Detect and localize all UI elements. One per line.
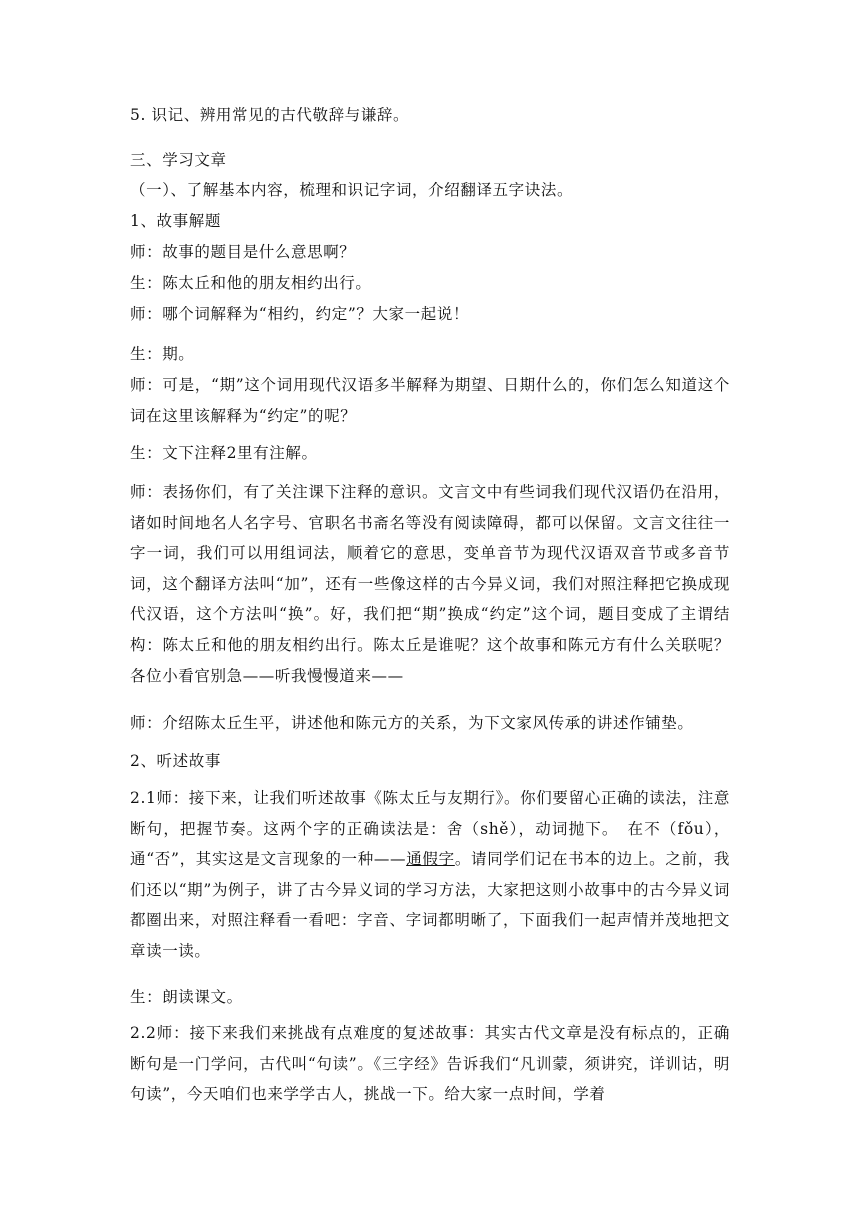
dialogue-student-2: 生：期。 (130, 345, 195, 363)
dialogue-teacher-5: 师：介绍陈太丘生平，讲述他和陈元方的关系，为下文家风传承的讲述作铺垫。 (130, 714, 694, 732)
step-heading-listen-story: 2、听述故事 (130, 752, 221, 770)
dialogue-student-3: 生：文下注释2里有注解。 (130, 444, 318, 462)
paragraph-text-before: 2.1师：接下来，让我们听述故事《陈太丘与友期行》。你们要留心正确的读法，注意断句，把握节奏。这两个字的正确读法是：舍（shě），动词抛下。 在不（fǒu），通“否”，其实这是文言现象的一种—— (130, 789, 730, 869)
underlined-term-tongjiazi: 通假字 (406, 850, 455, 869)
dialogue-student-4: 生：朗读课文。 (130, 988, 243, 1006)
dialogue-teacher-7: 2.2师：接下来我们来挑战有点难度的复述故事：其实古代文章是没有标点的，正确断句是一门学问，古代叫“句读”。《三字经》告诉我们“凡训蒙，须讲究，详训诂，明句读”，今天咱们也来学学古人，挑战一下。给大家一点时间，学着 (130, 1024, 730, 1104)
dialogue-student-1: 生：陈太丘和他的朋友相约出行。 (130, 274, 372, 292)
dialogue-teacher-6 (130, 783, 730, 967)
dialogue-teacher-4: 师：表扬你们，有了关注课下注释的意识。文言文中有些词我们现代汉语仍在沿用，诸如时间地名人名字号、官职名书斋名等没有阅读障碍，都可以保留。文言文往往一字一词，我们可以用组词法，顺着它的意思，变单音节为现代汉语双音节或多音节词，这个翻译方法叫“加”，还有一些像这样的古今异义词，我们对照注释把它换成现代汉语，这个方法叫“换”。好，我们把“期”换成“约定”这个词，题目变成了主谓结构：陈太丘和他的朋友相约出行。陈太丘是谁呢？这个故事和陈元方有什么关联呢？各位小看官别急——听我慢慢道来—— (130, 483, 730, 685)
paragraph-text-after: 。请同学们记在书本的边上。之前，我们还以“期”为例子，讲了古今异义词的学习方法，大家把这则小故事中的古今异义词都圈出来，对照注释看一看吧：字音、字词都明晰了，下面我们一起声情并茂地把文章读一读。 (130, 850, 730, 960)
objective-item-5: 5. 识记、辨用常见的古代敬辞与谦辞。 (130, 106, 410, 124)
subsection-heading-1: （一）、了解基本内容，梳理和识记字词，介绍翻译五字诀法。 (130, 181, 574, 199)
step-heading-story-title: 1、故事解题 (130, 212, 221, 230)
dialogue-teacher-3: 师：可是，“期”这个词用现代汉语多半解释为期望、日期什么的，你们怎么知道这个词在这里该解释为“约定”的呢？ (130, 376, 730, 425)
section-heading-study-text: 三、学习文章 (130, 151, 227, 169)
dialogue-teacher-2: 师：哪个词解释为“相约，约定”？大家一起说！ (130, 305, 470, 323)
dialogue-teacher-1: 师：故事的题目是什么意思啊？ (130, 243, 356, 261)
